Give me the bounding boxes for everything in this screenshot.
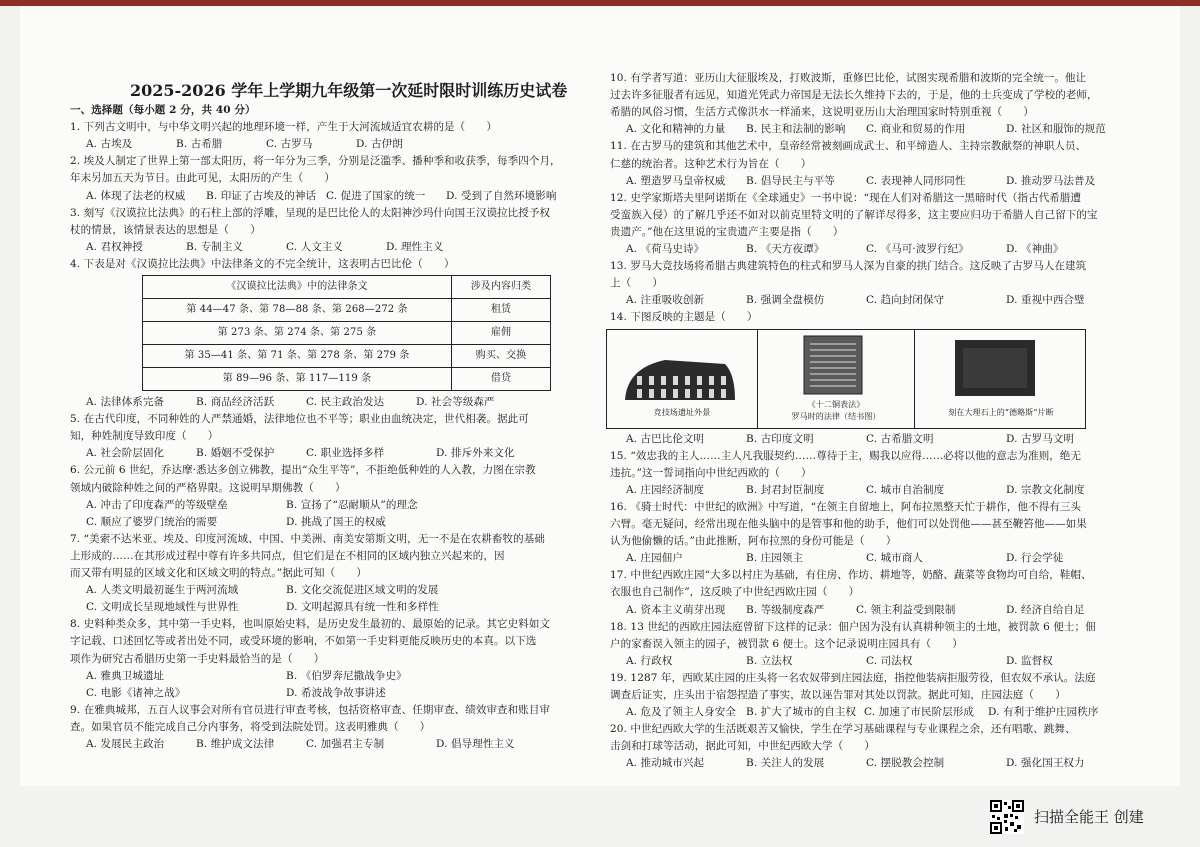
options-row [626, 173, 1126, 190]
answer-option: B. 封君封臣制度 [746, 483, 825, 496]
answer-option: B. 古印度文明 [746, 432, 814, 445]
answer-option: A. 文化和精神的力量 [626, 123, 726, 136]
options-row [626, 121, 1126, 138]
answer-option: B. 《天方夜谭》 [746, 243, 825, 255]
answer-option: C. 司法权 [866, 654, 913, 667]
answer-option: C. 摆脱教会控制 [866, 757, 945, 770]
options-row [86, 736, 556, 753]
options-row [86, 668, 526, 685]
answer-option: C. 加速了市民阶层形成 [864, 706, 975, 719]
question-text: 8. 史料种类众多，其中第一手史料，也叫原始史料，是历史发生最初的、最原始的记录。其它史料如文 [70, 618, 551, 631]
question-text: 19. 1287 年，西欧某庄园的庄头将一名农奴带到庄园法庭，指控他装病拒服劳役，但农奴不承认。法庭 [610, 671, 1096, 684]
question-text: 过去许多征服者有远见，知道光凭武力帝国是无法长久维持下去的，于是，他的士兵变成了学校的老师， [610, 89, 1098, 102]
question-text: 上形成的……在其形成过程中尊有许多共同点，但它们是在不相同的区域内独立兴起来的，因 [70, 549, 505, 562]
answer-option: B. 印证了古埃及的神话 [206, 189, 317, 202]
answer-option: D. 《神曲》 [1006, 243, 1064, 255]
question-text: 10. 有学者写道：亚历山大征服埃及，打败波斯，重修巴比伦，试图实现希腊和波斯的完全统一。他让 [610, 72, 1087, 84]
colosseum-figure [607, 330, 758, 428]
answer-option: D. 古罗马文明 [1006, 432, 1075, 445]
answer-option: B. 倡导民主与平等 [746, 174, 835, 187]
answer-option: B. 等级制度森严 [746, 603, 825, 616]
options-row [86, 582, 526, 599]
answer-option: D. 行会学徒 [1006, 552, 1064, 565]
question-text: 字记载、口述回忆等或者出处不同，或受环境的影响，不如第一手史料更能反映历史的本真。以下选 [70, 635, 537, 648]
question-text: 知，种姓制度导致印度（ ） [70, 430, 219, 443]
question-text: 认为他偷懒的话。”由此推断，阿布拉黑的身份可能是（ ） [610, 535, 897, 548]
exam-title: 2025-2026 学年上学期九年级第一次延时限时训练历史试卷 [130, 81, 568, 100]
table-cell: 雇佣 [452, 322, 551, 345]
options-row [86, 445, 556, 462]
answer-option: D. 监督权 [1006, 654, 1053, 667]
answer-option: C. 促进了国家的统一 [326, 189, 426, 202]
options-row [86, 497, 526, 514]
answer-option: D. 宗教文化制度 [1006, 483, 1085, 496]
answer-option: C. 文明成长呈现地域性与世界性 [86, 601, 239, 614]
answer-option: D. 挑战了国王的权威 [286, 515, 386, 528]
section-heading: 一、选择题（每小题 2 分，共 40 分） [70, 104, 256, 116]
answer-option: A. 注重吸收创新 [626, 294, 705, 307]
question-text: 领域内破除种姓之间的严格界限。这说明早期佛教（ ） [70, 481, 346, 494]
options-row [86, 136, 446, 153]
question-text: 调查后证实，庄头出于宿怨捏造了事实，故以诬告罪对其处以罚款。据此可知，庄园法庭（ ） [610, 689, 1066, 701]
table-cell: 第 44—47 条、第 78—88 条、第 268—272 条 [143, 299, 452, 322]
question-text: 上（ ） [610, 277, 663, 290]
options-row [626, 602, 1126, 619]
options-row [86, 394, 526, 411]
answer-option: C. 《马可·波罗行纪》 [866, 243, 969, 255]
question-text: 六臂。毫无疑问，经常出现在他头脑中的是管事和他的助手，他们可以处罚他——甚至鞭笞他——如果 [610, 518, 1087, 530]
answer-option: A. 法律体系完备 [86, 396, 165, 408]
options-row [86, 514, 526, 531]
answer-option: A. 《荷马史诗》 [626, 243, 705, 255]
question-text: 20. 中世纪西欧大学的生活既艰苦又愉快，学生在学习基础课程与专业课程之余，还有唱歌、跳舞、 [610, 723, 1076, 736]
table-row [143, 322, 551, 345]
figure-caption: 刻在大理石上的“德略斯”片断 [948, 408, 1054, 418]
question-text: 3. 刻写《汉谟拉比法典》的石柱上部的浮雕，呈现的是巴比伦人的太阳神沙玛什向国王汉谟拉比授予权 [70, 206, 551, 219]
answer-option: C. 表现神人同形同性 [866, 174, 966, 187]
options-row [626, 755, 1126, 772]
answer-option: D. 受到了自然环境影响 [446, 189, 557, 202]
options-row [626, 653, 1126, 670]
question-text: 5. 在古代印度，不同种姓的人严禁通婚，法律地位也不平等；职业由血统决定，世代相袭。据此可 [70, 413, 529, 426]
question-text: 11. 在古罗马的建筑和其他艺术中，皇帝经常被刻画成武士、和平缔造人、主持宗教献祭的神职人员、 [610, 140, 1087, 153]
answer-option: C. 职业选择多样 [306, 447, 385, 460]
answer-option: A. 塑造罗马皇帝权威 [626, 174, 726, 187]
question-text: 12. 史学家斯塔夫里阿诺斯在《全球通史》一书中说：“现在人们对希腊这一黑暗时代（指古代希腊遭 [610, 191, 1082, 204]
question-text: 户的家畜误入领主的园子，被罚款 6 便士。这个记录说明庄园具有（ ） [610, 637, 963, 650]
figure-row [606, 329, 1086, 429]
question-text: 4. 下表是对《汉谟拉比法典》中法律条文的不完全统计，这表明古巴比伦（ ） [70, 257, 455, 270]
answer-option: C. 趋向封闭保守 [866, 294, 945, 307]
answer-option: C. 古希腊文明 [866, 432, 934, 445]
answer-option: A. 发展民主政治 [86, 738, 165, 750]
options-row [626, 482, 1126, 499]
table-cell: 租赁 [452, 299, 551, 322]
scanner-watermark: 扫描全能王 创建 [1034, 808, 1144, 826]
exam-paper [20, 6, 1180, 786]
answer-option: D. 文明起源具有统一性和多样性 [286, 601, 439, 614]
options-row [626, 550, 1126, 567]
law-table [142, 275, 551, 391]
law-table-grid [142, 275, 551, 391]
answer-option: D. 倡导理性主义 [436, 738, 515, 750]
answer-option: D. 强化国王权力 [1006, 757, 1085, 770]
question-text: 年末另加五天为节日。由此可见，太阳历的产生（ ） [70, 172, 335, 185]
question-text: 衣服也自己制作”，这反映了中世纪西欧庄园（ ） [610, 586, 860, 599]
answer-option: D. 古伊朗 [356, 138, 403, 151]
options-row [626, 431, 1126, 448]
answer-option: A. 推动城市兴起 [626, 757, 705, 770]
table-header: 涉及内容归类 [452, 276, 551, 299]
answer-option: A. 庄园经济制度 [626, 483, 705, 496]
question-text: 18. 13 世纪的西欧庄园法庭曾留下这样的记录：佃户因为没有认真耕种领主的土地，被罚款 6 便士；佃 [610, 620, 1096, 633]
answer-option: B. 专制主义 [186, 240, 244, 253]
table-cell: 第 89—96 条、第 117—119 条 [143, 368, 452, 391]
answer-option: B. 立法权 [746, 654, 793, 667]
answer-option: B. 庄园领主 [746, 552, 804, 565]
answer-option: C. 城市自治制度 [866, 483, 945, 496]
answer-option: A. 人类文明最初诞生于两河流域 [86, 584, 239, 597]
answer-option: B. 关注人的发展 [746, 757, 825, 770]
table-row [143, 345, 551, 368]
answer-option: A. 行政权 [626, 654, 673, 667]
question-text: 受蛮族入侵）的了解几乎还不如对以前克里特文明的了解详尽得多，这主要应归功于希腊人自己留下的宝 [610, 208, 1098, 221]
answer-option: A. 社会阶层固化 [86, 447, 165, 460]
answer-option: B. 婚姻不受保护 [196, 447, 275, 460]
question-text: 而又带有明显的区域文化和区域文明的特点。”据此可知（ ） [70, 567, 368, 579]
answer-option: C. 民主政治发达 [306, 396, 385, 408]
answer-option: C. 加强君主专制 [306, 738, 385, 750]
twelve-tables-figure [758, 330, 915, 428]
answer-option: A. 体现了法老的权威 [86, 189, 186, 202]
answer-option: C. 人文主义 [286, 240, 344, 253]
table-cell: 第 273 条、第 274 条、第 275 条 [143, 322, 452, 345]
answer-option: D. 社区和服饰的规范 [1006, 123, 1106, 136]
answer-option: B. 扩大了城市的自主权 [746, 706, 857, 719]
question-text: 违抗。”这一誓词指向中世纪西欧的（ ） [610, 466, 812, 479]
answer-option: A. 君权神授 [86, 240, 143, 253]
qr-code-icon [990, 800, 1024, 834]
figure-subcaption: 罗马时的法律（结书图） [791, 412, 881, 422]
question-text: 仁慈的统治者。这种艺术行为旨在（ ） [610, 157, 812, 170]
answer-option: A. 危及了领主人身安全 [626, 706, 736, 719]
answer-option: D. 重视中西合璧 [1006, 294, 1085, 307]
table-row [143, 368, 551, 391]
options-row [86, 188, 586, 205]
answer-option: A. 古巴比伦文明 [626, 432, 705, 445]
question-text: 17. 中世纪西欧庄园“大多以村庄为基础，有住房、作坊、耕地等，奶酪、蔬菜等食物均可自给，鞋帽、 [610, 569, 1092, 582]
answer-option: B. 民主和法制的影响 [746, 123, 846, 136]
answer-option: B. 文化交流促进区域文明的发展 [286, 584, 439, 597]
question-text: 9. 在雅典城邦，五百人议事会对所有官员进行审查考核，包括资格审查、任期审查、绩效审查和账目审 [70, 703, 551, 716]
question-text: 1. 下列古文明中，与中华文明兴起的地理环境一样，产生于大河流域适宜农耕的是（ ） [70, 121, 498, 134]
question-text: 希腊的风俗习惯，生活方式像洪水一样涌来，这说明亚历山大治理国家时特别重视（ ） [610, 106, 1034, 119]
question-text: 13. 罗马大竞技场将希腊古典建筑特色的柱式和罗马人深为自豪的拱门结合。这反映了古罗马人在建筑 [610, 260, 1087, 273]
answer-option: A. 古埃及 [86, 138, 133, 151]
question-text: 查。如果官员不能完成自己分内事务，将受到法院处罚。这表明雅典（ ） [70, 720, 431, 733]
answer-option: C. 电影《诸神之战》 [86, 686, 186, 699]
answer-option: C. 商业和贸易的作用 [866, 123, 966, 136]
question-text: 16. 《骑士时代：中世纪的欧洲》中写道，“在领主自留地上，阿布拉黑整天忙于耕作，他不得有三头 [610, 500, 1082, 513]
table-header: 《汉谟拉比法典》中的法律条文 [143, 276, 452, 299]
options-row [86, 685, 526, 702]
question-text: 项作为研究古希腊历史第一手史料最恰当的是（ ） [70, 652, 325, 665]
answer-option: B. 维护成文法律 [196, 738, 275, 750]
answer-option: B. 古希腊 [176, 138, 223, 151]
figure-caption: 竞技场遗址外景 [653, 408, 711, 418]
answer-option: C. 领主利益受到限制 [856, 603, 956, 616]
question-text: 14. 下图反映的主题是（ ） [610, 311, 758, 324]
table-cell: 借贷 [452, 368, 551, 391]
options-row [626, 292, 1126, 309]
question-text: 7. “美索不达米亚、埃及、印度河流域、中国、中美洲、南美安第斯文明，无一不是在农耕畜牧的基础 [70, 532, 545, 545]
question-text: 2. 埃及人制定了世界上第一部太阳历，将一年分为三季，分别是泛滥季、播种季和收获季，每季四个月， [70, 155, 561, 168]
table-cell: 购买、交换 [452, 345, 551, 368]
answer-option: D. 社会等级森严 [416, 396, 495, 408]
table-row [143, 299, 551, 322]
question-text: 15. “效忠我的主人……主人凡我服契约……尊待于主，赐我以应得……必将以他的意志为准则，绝无 [610, 449, 1082, 462]
answer-option: D. 经济自给自足 [1006, 603, 1085, 616]
table-cell: 第 35—41 条、第 71 条、第 278 条、第 279 条 [143, 345, 452, 368]
answer-option: C. 古罗马 [266, 138, 313, 151]
question-text: 杖的情景，该情景表达的思想是（ ） [70, 223, 261, 236]
answer-option: D. 排斥外来文化 [436, 447, 515, 460]
answer-option: B. 《伯罗奔尼撒战争史》 [286, 669, 407, 682]
question-text: 6. 公元前 6 世纪，乔达摩·悉达多创立佛教，提出“众生平等”，不拒绝低种姓的人入教，力图在宗教 [70, 464, 536, 477]
answer-option: A. 雅典卫城遗址 [86, 669, 165, 682]
question-text: 贵遗产。”他在这里说的宝贵遗产主要是指（ ） [610, 225, 844, 238]
answer-option: A. 资本主义萌芽出现 [626, 603, 726, 616]
answer-option: B. 宣扬了“忍耐顺从”的理念 [286, 498, 418, 511]
answer-option: D. 理性主义 [386, 240, 444, 253]
question-text: 击剑和打球等活动，据此可知，中世纪西欧大学（ ） [610, 740, 875, 753]
options-row [626, 241, 1126, 258]
answer-option: D. 推动罗马法普及 [1006, 174, 1096, 187]
marble-fragment-figure [915, 330, 1087, 428]
options-row [626, 704, 1118, 721]
options-row [86, 599, 526, 616]
answer-option: A. 冲击了印度森严的等级壁垒 [86, 498, 228, 511]
options-row [86, 239, 486, 256]
answer-option: C. 城市商人 [866, 552, 924, 565]
answer-option: D. 有利于维护庄园秩序 [988, 706, 1099, 719]
answer-option: B. 强调全盘模仿 [746, 294, 825, 307]
answer-option: C. 顺应了婆罗门统治的需要 [86, 515, 218, 528]
figure-caption: 《十二铜表法》 [807, 400, 865, 410]
answer-option: D. 希波战争故事讲述 [286, 686, 386, 699]
answer-option: A. 庄园佃户 [626, 552, 683, 565]
answer-option: B. 商品经济活跃 [196, 396, 275, 408]
